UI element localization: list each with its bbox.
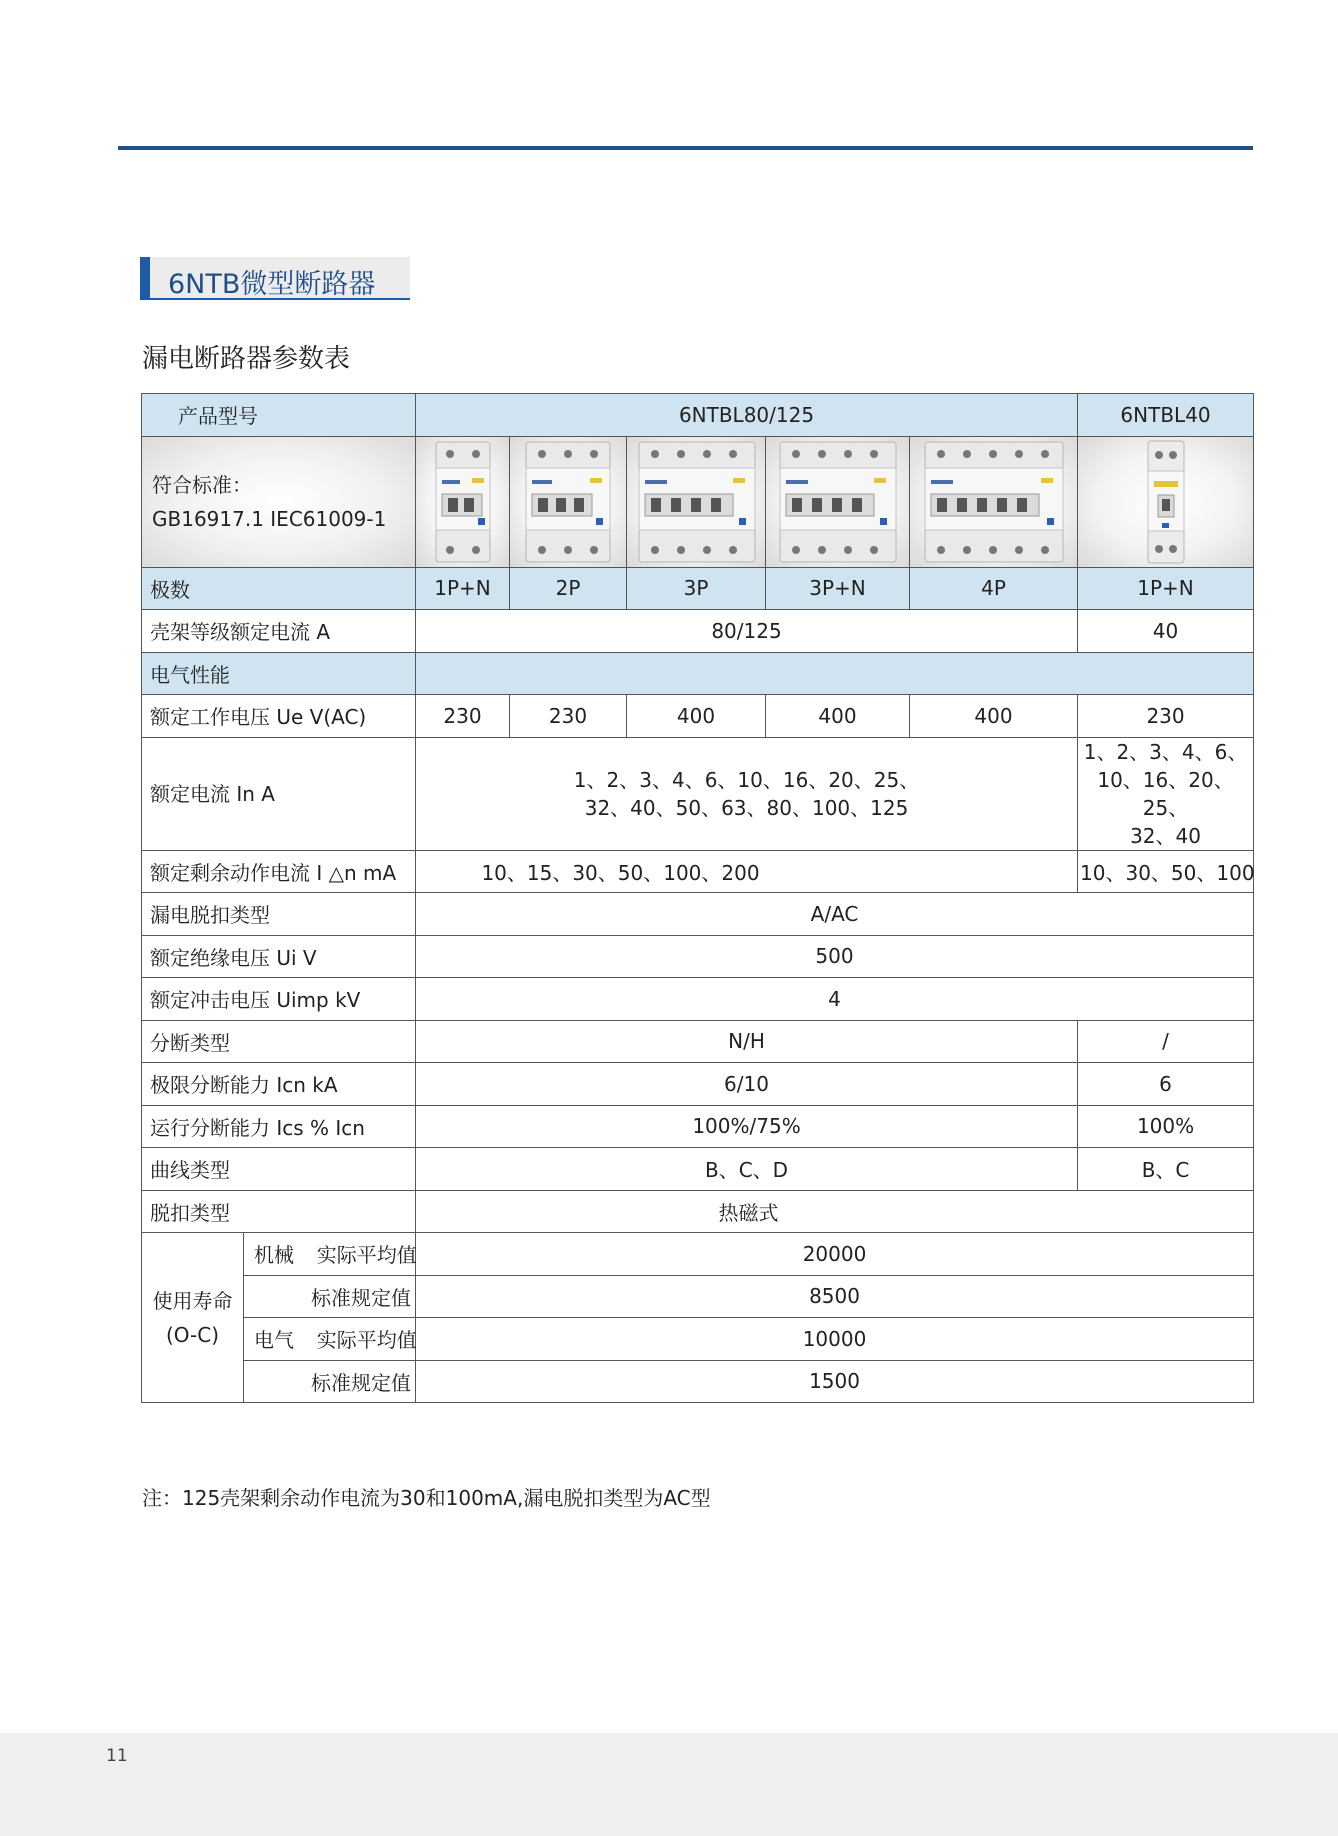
life-mech-standard-label: 标准规定值: [244, 1275, 416, 1318]
life-mech-label: 机械: [254, 1243, 294, 1268]
rated-current-group2: [1078, 737, 1254, 850]
poles-label: 极数: [142, 567, 416, 610]
leakage-type-label: 漏电脱扣类型: [142, 893, 416, 936]
breaking-type-group2: /: [1078, 1020, 1254, 1063]
product-image-row: [142, 436, 1254, 567]
breaker-2p-icon: [520, 438, 616, 566]
life-elec-standard-value: 1500: [416, 1360, 1254, 1403]
footer-band: [0, 1733, 1338, 1836]
rated-current-group1: [416, 737, 1078, 850]
header-model-group1: 6NTBL80/125: [416, 394, 1078, 437]
standard-value: GB16917.1 IEC61009-1: [152, 506, 387, 531]
product-image-4p: [910, 436, 1078, 567]
service-breaking-group1: 100%/75%: [416, 1105, 1078, 1148]
service-breaking-label: 运行分断能力 Ics % Icn: [142, 1105, 416, 1148]
insulation-voltage-label: 额定绝缘电压 Ui V: [142, 935, 416, 978]
service-breaking-row: [142, 1105, 1254, 1148]
life-elec-actual-label: [244, 1318, 416, 1361]
voltage-value: 230: [416, 695, 510, 738]
curve-type-group2: B、C: [1078, 1148, 1254, 1191]
life-actual-label: 实际平均值: [316, 1328, 417, 1353]
breaker-4p-icon: [921, 438, 1067, 566]
top-rule: [118, 146, 1253, 150]
electrical-spacer: [416, 652, 1254, 695]
residual-current-row: [142, 850, 1254, 893]
service-breaking-group2: 100%: [1078, 1105, 1254, 1148]
section-heading: [140, 257, 410, 300]
breaking-type-group1: N/H: [416, 1020, 1078, 1063]
electrical-section-row: [142, 652, 1254, 695]
poles-value: 3P: [627, 567, 766, 610]
voltage-value: 230: [510, 695, 627, 738]
page-number: 11: [106, 1746, 128, 1766]
impulse-voltage-value: 4: [416, 978, 1254, 1021]
residual-current-group1: 10、15、30、50、100、200: [416, 850, 1078, 893]
rated-current-label: 额定电流 In A: [142, 737, 416, 850]
breaker-6ntbl40-icon: [1139, 437, 1193, 567]
breaker-1p-n-icon: [428, 438, 498, 566]
ultimate-breaking-label: 极限分断能力 Icn kA: [142, 1063, 416, 1106]
rated-current-group1-line: 32、40、50、63、80、100、125: [584, 795, 909, 820]
ultimate-breaking-group2: 6: [1078, 1063, 1254, 1106]
table-header-row: [142, 394, 1254, 437]
life-mech-standard-row: [142, 1275, 1254, 1318]
life-actual-label: 实际平均值: [316, 1243, 417, 1268]
poles-value: 4P: [910, 567, 1078, 610]
life-label-oc: (O-C): [165, 1322, 220, 1347]
poles-row: [142, 567, 1254, 610]
frame-current-row: [142, 610, 1254, 653]
table-note: 注：125壳架剩余动作电流为30和100mA,漏电脱扣类型为AC型: [142, 1486, 711, 1510]
poles-value: 2P: [510, 567, 627, 610]
voltage-value: 400: [627, 695, 766, 738]
rated-current-group2-line: 10、16、20、25、: [1097, 767, 1234, 820]
life-label: 使用寿命: [152, 1288, 233, 1313]
rated-current-group1-line: 1、2、3、4、6、10、16、20、25、: [573, 767, 920, 792]
leakage-type-row: [142, 893, 1254, 936]
frame-current-label: 壳架等级额定电流 A: [142, 610, 416, 653]
product-image-3p-n: [766, 436, 910, 567]
insulation-voltage-row: [142, 935, 1254, 978]
header-label: 产品型号: [142, 394, 416, 437]
standard-cell: [142, 436, 416, 567]
spec-table: [141, 393, 1254, 1403]
electrical-label: 电气性能: [142, 652, 416, 695]
section-title: 6NTB微型断路器: [168, 269, 376, 300]
voltage-value: 400: [766, 695, 910, 738]
curve-type-label: 曲线类型: [142, 1148, 416, 1191]
life-elec-actual-value: 10000: [416, 1318, 1254, 1361]
header-model-group2: 6NTBL40: [1078, 394, 1254, 437]
life-elec-standard-row: [142, 1360, 1254, 1403]
product-image-2p: [510, 436, 627, 567]
life-elec-actual-row: [142, 1318, 1254, 1361]
leakage-type-value: A/AC: [416, 893, 1254, 936]
life-label-cell: [142, 1233, 244, 1403]
table-subtitle: 漏电断路器参数表: [142, 344, 351, 374]
ultimate-breaking-group1: 6/10: [416, 1063, 1078, 1106]
impulse-voltage-row: [142, 978, 1254, 1021]
rated-current-group2-line: 1、2、3、4、6、: [1083, 739, 1248, 764]
life-mech-standard-value: 8500: [416, 1275, 1254, 1318]
poles-value: 1P+N: [1078, 567, 1254, 610]
curve-type-group1: B、C、D: [416, 1148, 1078, 1191]
poles-value: 3P+N: [766, 567, 910, 610]
curve-type-row: [142, 1148, 1254, 1191]
life-mech-actual-row: [142, 1233, 1254, 1276]
frame-current-group1: 80/125: [416, 610, 1078, 653]
rated-current-row: [142, 737, 1254, 850]
frame-current-group2: 40: [1078, 610, 1254, 653]
product-image-6ntbl40: [1078, 436, 1254, 567]
life-mech-actual-value: 20000: [416, 1233, 1254, 1276]
rated-current-group2-line: 32、40: [1130, 823, 1201, 848]
voltage-value: 400: [910, 695, 1078, 738]
trip-type-value: 热磁式: [416, 1190, 1254, 1233]
breaker-3p-icon: [635, 438, 759, 566]
voltage-value: 230: [1078, 695, 1254, 738]
breaking-type-label: 分断类型: [142, 1020, 416, 1063]
life-elec-label: 电气: [254, 1328, 294, 1353]
ultimate-breaking-row: [142, 1063, 1254, 1106]
voltage-row: [142, 695, 1254, 738]
trip-type-row: [142, 1190, 1254, 1233]
insulation-voltage-value: 500: [416, 935, 1254, 978]
residual-current-label: 额定剩余动作电流 I △n mA: [142, 850, 416, 893]
life-elec-standard-label: 标准规定值: [244, 1360, 416, 1403]
voltage-label: 额定工作电压 Ue V(AC): [142, 695, 416, 738]
product-image-3p: [627, 436, 766, 567]
residual-current-group2: 10、30、50、100: [1078, 850, 1254, 893]
impulse-voltage-label: 额定冲击电压 Uimp kV: [142, 978, 416, 1021]
poles-value: 1P+N: [416, 567, 510, 610]
breaker-3p-n-icon: [776, 438, 900, 566]
standard-label: 符合标准：: [152, 472, 252, 497]
product-image-1p-n: [416, 436, 510, 567]
life-mech-actual-label: [244, 1233, 416, 1276]
breaking-type-row: [142, 1020, 1254, 1063]
trip-type-label: 脱扣类型: [142, 1190, 416, 1233]
